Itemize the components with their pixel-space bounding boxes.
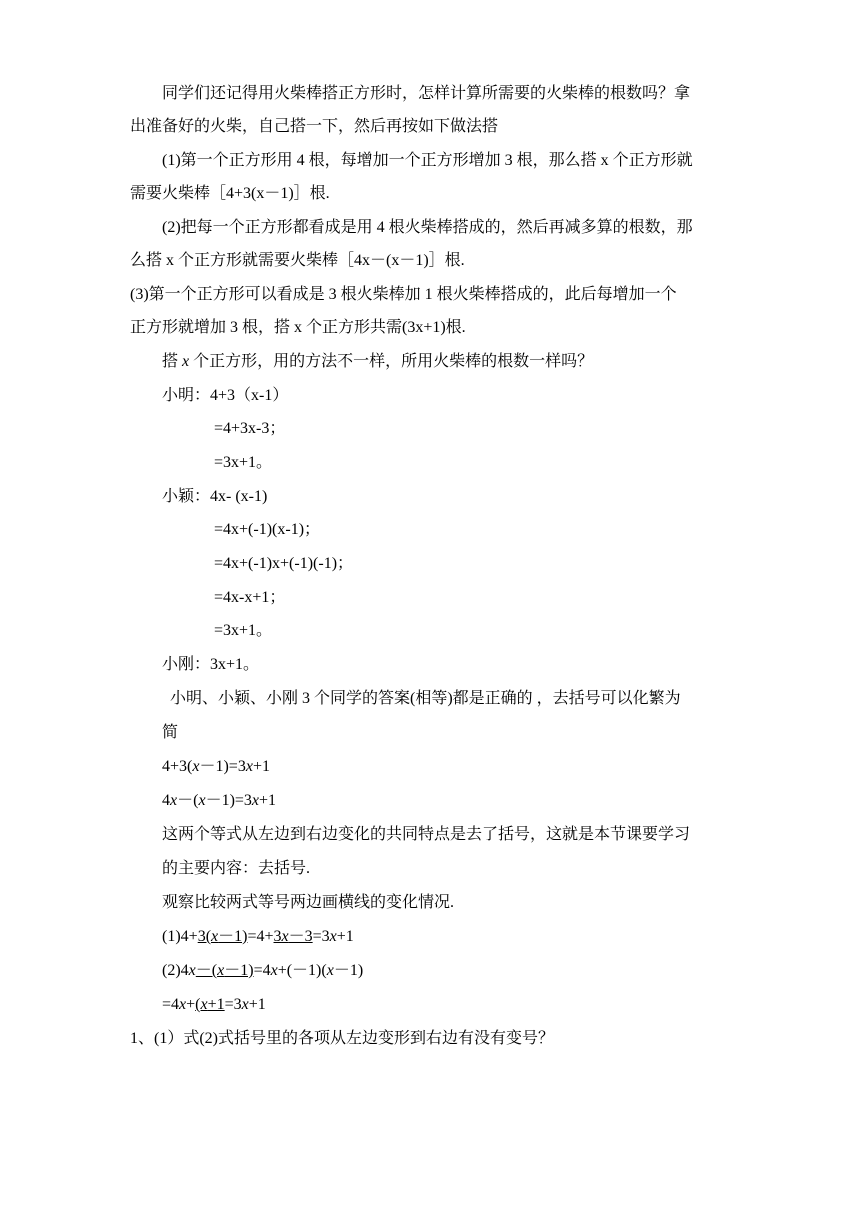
feature-line-1: 这两个等式从左边到右边变化的共同特点是去了括号，这就是本节课要学习	[162, 826, 691, 843]
observation-3: =4x+(x+1=3x+1	[162, 996, 266, 1013]
intro-line-2: 出准备好的火柴，自己搭一下，然后再按如下做法搭	[130, 118, 499, 135]
conclusion-line-2: 简	[162, 724, 179, 741]
observe-line: 观察比较两式等号两边画横线的变化情况.	[162, 894, 455, 911]
observation-1: (1)4+3(x－1)=4+3x－3=3x+1	[162, 928, 354, 945]
method-1-line-2: 需要火柴棒［4+3(x－1)］根.	[130, 185, 330, 202]
underlined-term: －(x－1)	[195, 962, 254, 979]
underlined-term: 3(x－1)	[197, 928, 248, 945]
method-3-line-2: 正方形就增加 3 根，搭 x 个正方形共需(3x+1)根.	[130, 319, 466, 336]
xiaoying-line-3: =4x+(-1)x+(-1)(-1)；	[214, 555, 354, 572]
observation-2: (2)4x－(x－1)=4x+(－1)(x－1)	[162, 962, 364, 979]
xiaoming-line-3: =3x+1。	[214, 454, 273, 471]
xiaogang-line: 小刚：3x+1。	[162, 656, 260, 673]
method-3-line-1: (3)第一个正方形可以看成是 3 根火柴棒加 1 根火柴棒搭成的，此后每增加一个	[130, 286, 677, 303]
method-2-line-1: (2)把每一个正方形都看成是用 4 根火柴棒搭成的，然后再减多算的根数，那	[162, 219, 693, 236]
underlined-term: 3x－3	[273, 928, 313, 945]
xiaoying-line-4: =4x-x+1；	[214, 589, 286, 606]
xiaoying-line-1: 小颖：4x- (x-1)	[162, 488, 268, 505]
xiaoming-line-1: 小明：4+3（x-1）	[162, 387, 289, 404]
final-question: 1、(1）式(2)式括号里的各项从左边变形到右边有没有变号？	[130, 1030, 554, 1047]
equation-2: 4x－(x－1)=3x+1	[162, 792, 277, 809]
xiaoying-line-2: =4x+(-1)(x-1)；	[214, 521, 321, 538]
equation-1: 4+3(x－1)=3x+1	[162, 758, 270, 775]
method-2-line-2: 么搭 x 个正方形就需要火柴棒［4x－(x－1)］根.	[130, 252, 465, 269]
xiaoming-line-2: =4+3x-3；	[214, 420, 286, 437]
intro-line-1: 同学们还记得用火柴棒搭正方形时，怎样计算所需要的火柴棒的根数吗？拿	[162, 85, 691, 102]
underlined-term: (x+1	[195, 996, 225, 1013]
feature-line-2: 的主要内容：去括号.	[162, 860, 311, 877]
method-1-line-1: (1)第一个正方形用 4 根，每增加一个正方形增加 3 根，那么搭 x 个正方形就	[162, 152, 693, 169]
xiaoying-line-5: =3x+1。	[214, 622, 273, 639]
question-line: 搭 x 个正方形，用的方法不一样，所用火柴棒的根数一样吗？	[162, 353, 594, 370]
conclusion-line-1: 小明、小颖、小刚 3 个同学的答案(相等)都是正确的 ，去括号可以化繁为	[170, 690, 681, 707]
